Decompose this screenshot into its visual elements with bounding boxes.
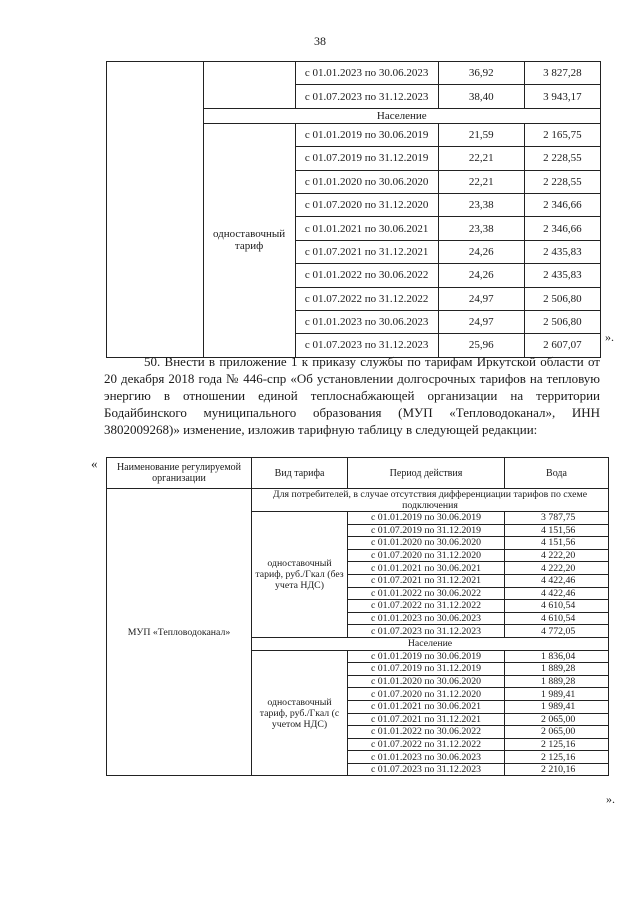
period-cell: с 01.07.2022 по 31.12.2022 — [295, 287, 438, 310]
value-cell: 2 346,66 — [524, 217, 600, 240]
period-cell: с 01.07.2020 по 31.12.2020 — [295, 193, 438, 216]
period-cell: с 01.07.2023 по 31.12.2023 — [348, 625, 505, 638]
period-cell: с 01.01.2022 по 30.06.2022 — [348, 587, 505, 600]
period-cell: с 01.01.2023 по 30.06.2023 — [295, 62, 438, 85]
value-cell: 2 506,80 — [524, 287, 600, 310]
period-cell: с 01.07.2020 по 31.12.2020 — [348, 549, 505, 562]
value-cell: 4 422,46 — [505, 574, 609, 587]
period-cell: с 01.01.2022 по 30.06.2022 — [295, 264, 438, 287]
period-cell: с 01.01.2023 по 30.06.2023 — [348, 612, 505, 625]
value-cell: 4 772,05 — [505, 625, 609, 638]
table-row — [107, 62, 601, 85]
condition-label: Для потребителей, в случае отсутствия дифференциации тарифов по схеме подключения — [252, 489, 609, 512]
period-cell: с 01.01.2019 по 30.06.2019 — [348, 512, 505, 525]
header-row — [107, 458, 609, 489]
value-cell: 2 065,00 — [505, 726, 609, 739]
value-cell: 4 422,46 — [505, 587, 609, 600]
period-cell: с 01.07.2022 по 31.12.2022 — [348, 600, 505, 613]
header-water: Вода — [505, 458, 609, 489]
closing-quote: ». — [606, 792, 615, 806]
tariff-table — [106, 457, 609, 776]
value-cell: 2 210,16 — [505, 763, 609, 776]
value-cell: 24,97 — [438, 310, 524, 333]
header-organization: Наименование регулируемой организации — [107, 458, 252, 489]
value-cell: 2 607,07 — [524, 334, 600, 357]
tariff-type-cell: одноставочный тариф, руб./Гкал (без учета НДС) — [252, 512, 348, 638]
value-cell: 1 989,41 — [505, 688, 609, 701]
value-cell: 4 222,20 — [505, 562, 609, 575]
value-cell: 4 222,20 — [505, 549, 609, 562]
value-cell: 4 151,56 — [505, 524, 609, 537]
value-cell: 22,21 — [438, 170, 524, 193]
value-cell: 23,38 — [438, 193, 524, 216]
value-cell: 2 228,55 — [524, 170, 600, 193]
period-cell: с 01.01.2022 по 30.06.2022 — [348, 726, 505, 739]
value-cell: 1 836,04 — [505, 650, 609, 663]
tariff-table-continued — [106, 61, 601, 358]
value-cell: 22,21 — [438, 147, 524, 170]
tariff-type-cell: одноставочный тариф — [203, 123, 295, 357]
value-cell: 2 065,00 — [505, 713, 609, 726]
header-tariff-type: Вид тарифа — [252, 458, 348, 489]
condition-row — [107, 489, 609, 512]
value-cell: 24,26 — [438, 240, 524, 263]
value-cell: 21,59 — [438, 123, 524, 146]
value-cell: 2 346,66 — [524, 193, 600, 216]
organization-cell: МУП «Тепловодоканал» — [107, 489, 252, 776]
period-cell: с 01.01.2023 по 30.06.2023 — [295, 310, 438, 333]
section-label: Население — [252, 637, 609, 650]
value-cell: 25,96 — [438, 334, 524, 357]
period-cell: с 01.01.2020 по 30.06.2020 — [348, 537, 505, 550]
period-cell: с 01.07.2019 по 31.12.2019 — [348, 663, 505, 676]
period-cell: с 01.07.2021 по 31.12.2021 — [348, 574, 505, 587]
section-label: Население — [203, 108, 600, 123]
header-period: Период действия — [348, 458, 505, 489]
period-cell: с 01.01.2021 по 30.06.2021 — [348, 562, 505, 575]
tariff-type-cell: одноставочный тариф, руб./Гкал (с учетом НДС) — [252, 650, 348, 776]
period-cell: с 01.01.2021 по 30.06.2021 — [295, 217, 438, 240]
value-cell: 4 610,54 — [505, 600, 609, 613]
period-cell: с 01.07.2020 по 31.12.2020 — [348, 688, 505, 701]
value-cell: 24,97 — [438, 287, 524, 310]
period-cell: с 01.01.2020 по 30.06.2020 — [348, 675, 505, 688]
value-cell: 38,40 — [438, 85, 524, 108]
period-cell: с 01.01.2021 по 30.06.2021 — [348, 700, 505, 713]
value-cell: 1 989,41 — [505, 700, 609, 713]
value-cell: 36,92 — [438, 62, 524, 85]
period-cell: с 01.07.2019 по 31.12.2019 — [348, 524, 505, 537]
value-cell: 2 125,16 — [505, 738, 609, 751]
period-cell: с 01.07.2019 по 31.12.2019 — [295, 147, 438, 170]
period-cell: с 01.07.2021 по 31.12.2021 — [295, 240, 438, 263]
period-cell: с 01.01.2019 по 30.06.2019 — [348, 650, 505, 663]
table-cell-empty — [203, 62, 295, 109]
value-cell: 1 889,28 — [505, 675, 609, 688]
value-cell: 2 506,80 — [524, 310, 600, 333]
period-cell: с 01.07.2023 по 31.12.2023 — [348, 763, 505, 776]
value-cell: 2 435,83 — [524, 264, 600, 287]
value-cell: 3 827,28 — [524, 62, 600, 85]
period-cell: с 01.07.2023 по 31.12.2023 — [295, 334, 438, 357]
period-cell: с 01.07.2023 по 31.12.2023 — [295, 85, 438, 108]
value-cell: 4 151,56 — [505, 537, 609, 550]
opening-quote: « — [91, 456, 98, 471]
period-cell: с 01.07.2022 по 31.12.2022 — [348, 738, 505, 751]
value-cell: 3 787,75 — [505, 512, 609, 525]
value-cell: 2 125,16 — [505, 751, 609, 764]
period-cell: с 01.01.2023 по 30.06.2023 — [348, 751, 505, 764]
period-cell: с 01.01.2019 по 30.06.2019 — [295, 123, 438, 146]
page-number: 38 — [314, 34, 326, 48]
value-cell: 2 165,75 — [524, 123, 600, 146]
closing-quote: ». — [605, 330, 614, 344]
value-cell: 23,38 — [438, 217, 524, 240]
value-cell: 24,26 — [438, 264, 524, 287]
value-cell: 2 435,83 — [524, 240, 600, 263]
table-cell-empty — [107, 62, 204, 358]
period-cell: с 01.01.2020 по 30.06.2020 — [295, 170, 438, 193]
amendment-paragraph: 50. Внести в приложение 1 к приказу службы по тарифам Иркутской области от 20 декабря 2018 года № 446-спр «Об установлении долгосрочных тарифов на тепловую энергию в отношении единой теплоснабжающей организации на территории Бодайбинского муниципального образования (МУП «Тепловодоканал», ИНН 3802009268)» изменение, изложив тарифную таблицу в следующей редакции: — [104, 354, 600, 437]
value-cell: 2 228,55 — [524, 147, 600, 170]
period-cell: с 01.07.2021 по 31.12.2021 — [348, 713, 505, 726]
value-cell: 1 889,28 — [505, 663, 609, 676]
value-cell: 3 943,17 — [524, 85, 600, 108]
value-cell: 4 610,54 — [505, 612, 609, 625]
